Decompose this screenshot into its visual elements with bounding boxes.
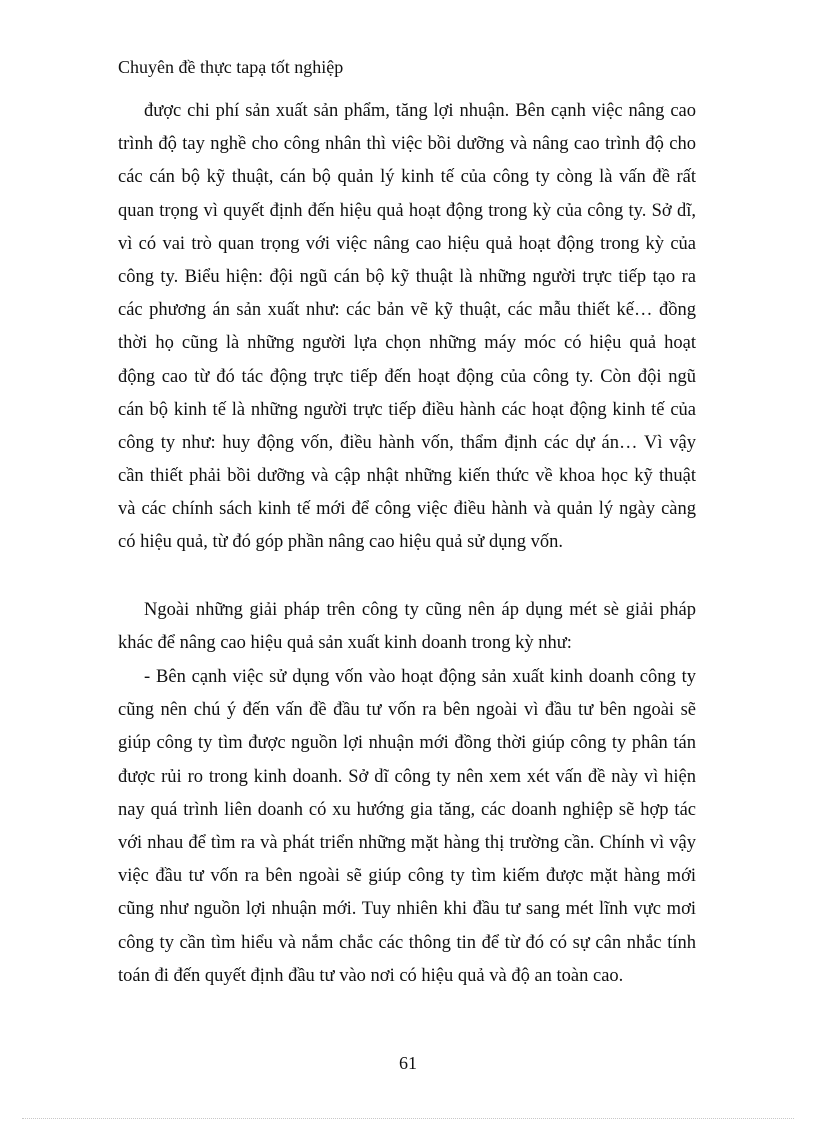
text-line: quan trọng vì quyết định đến hiệu quả hoạt động trong kỳ của công ty. Sở dĩ,: [118, 200, 696, 221]
text-line: thời họ cũng là những người lựa chọn những máy móc có hiệu quả hoạt: [118, 333, 696, 354]
text-line: cũng nên chú ý đến vấn đề đầu tư vốn ra bên ngoài vì đầu tư bên ngoài sẽ: [118, 700, 696, 721]
text-line: giúp công ty tìm được nguồn lợi nhuận mới đồng thời giúp công ty phân tán: [118, 733, 696, 754]
text-line: nay quá trình liên doanh có xu hướng gia tăng, các doanh nghiệp sẽ hợp tác: [118, 799, 696, 820]
text-line: các cán bộ kỹ thuật, cán bộ quản lý kinh tế của công ty còng là vấn đề rất: [118, 167, 696, 188]
paragraph-2: [118, 594, 696, 660]
text-line: vì có vai trò quan trọng với việc nâng cao hiệu quả hoạt động trong kỳ của: [118, 233, 696, 254]
text-line: và các chính sách kinh tế mới để công việc điều hành và quản lý ngày càng: [118, 499, 696, 520]
text-line: cán bộ kinh tế là những người trực tiếp điều hành các hoạt động kinh tế của: [118, 399, 696, 420]
text-line: động cao từ đó tác động trực tiếp đến hoạt động của công ty. Còn đội ngũ: [118, 366, 696, 387]
text-line: có hiệu quả, từ đó góp phần nâng cao hiệu quả sử dụng vốn.: [118, 532, 563, 553]
text-line: trình độ tay nghề cho công nhân thì việc bồi dưỡng và nâng cao trình độ cho: [118, 134, 696, 155]
text-line: - Bên cạnh việc sử dụng vốn vào hoạt động sản xuất kinh doanh công ty: [144, 667, 696, 687]
text-line: toán đi đến quyết định đầu tư vào nơi có hiệu quả và độ an toàn cao.: [118, 965, 624, 986]
page-header: Chuyên đề thực tapạ tốt nghiệp: [118, 57, 344, 77]
paragraph-1: [118, 95, 696, 560]
page-number: 61: [399, 1053, 417, 1073]
paragraph-3: [118, 661, 696, 993]
text-line: cần thiết phải bồi dưỡng và cập nhật những kiến thức về khoa học kỹ thuật: [118, 466, 696, 487]
text-line: các phương án sản xuất như: các bản vẽ kỹ thuật, các mẫu thiết kế… đồng: [118, 300, 696, 321]
text-line: việc đầu tư vốn ra bên ngoài sẽ giúp công ty tìm kiếm được mặt hàng mới: [118, 866, 696, 887]
text-line: với nhau để tìm ra và phát triển những mặt hàng thị trường cần. Chính vì vậy: [118, 832, 696, 853]
text-line: Ngoài những giải pháp trên công ty cũng nên áp dụng mét sè giải pháp: [144, 600, 696, 620]
text-line: công ty như: huy động vốn, điều hành vốn, thẩm định các dự án… Vì vậy: [118, 432, 696, 453]
text-line: được rủi ro trong kinh doanh. Sở dĩ công ty nên xem xét vấn đề này vì hiện: [118, 766, 696, 787]
page-bottom-divider: [22, 1118, 794, 1119]
text-line: được chi phí sản xuất sản phẩm, tăng lợi nhuận. Bên cạnh việc nâng cao: [144, 101, 696, 121]
text-line: cũng như nguồn lợi nhuận mới. Tuy nhiên khi đầu tư sang mét lĩnh vực mơi: [118, 899, 696, 920]
text-line: khác để nâng cao hiệu quả sản xuất kinh doanh trong kỳ như:: [118, 633, 572, 654]
text-line: công ty. Biểu hiện: đội ngũ cán bộ kỹ thuật là những người trực tiếp tạo ra: [118, 266, 696, 287]
text-line: công ty cần tìm hiểu và nắm chắc các thông tin để từ đó có sự cân nhắc tính: [118, 932, 696, 953]
